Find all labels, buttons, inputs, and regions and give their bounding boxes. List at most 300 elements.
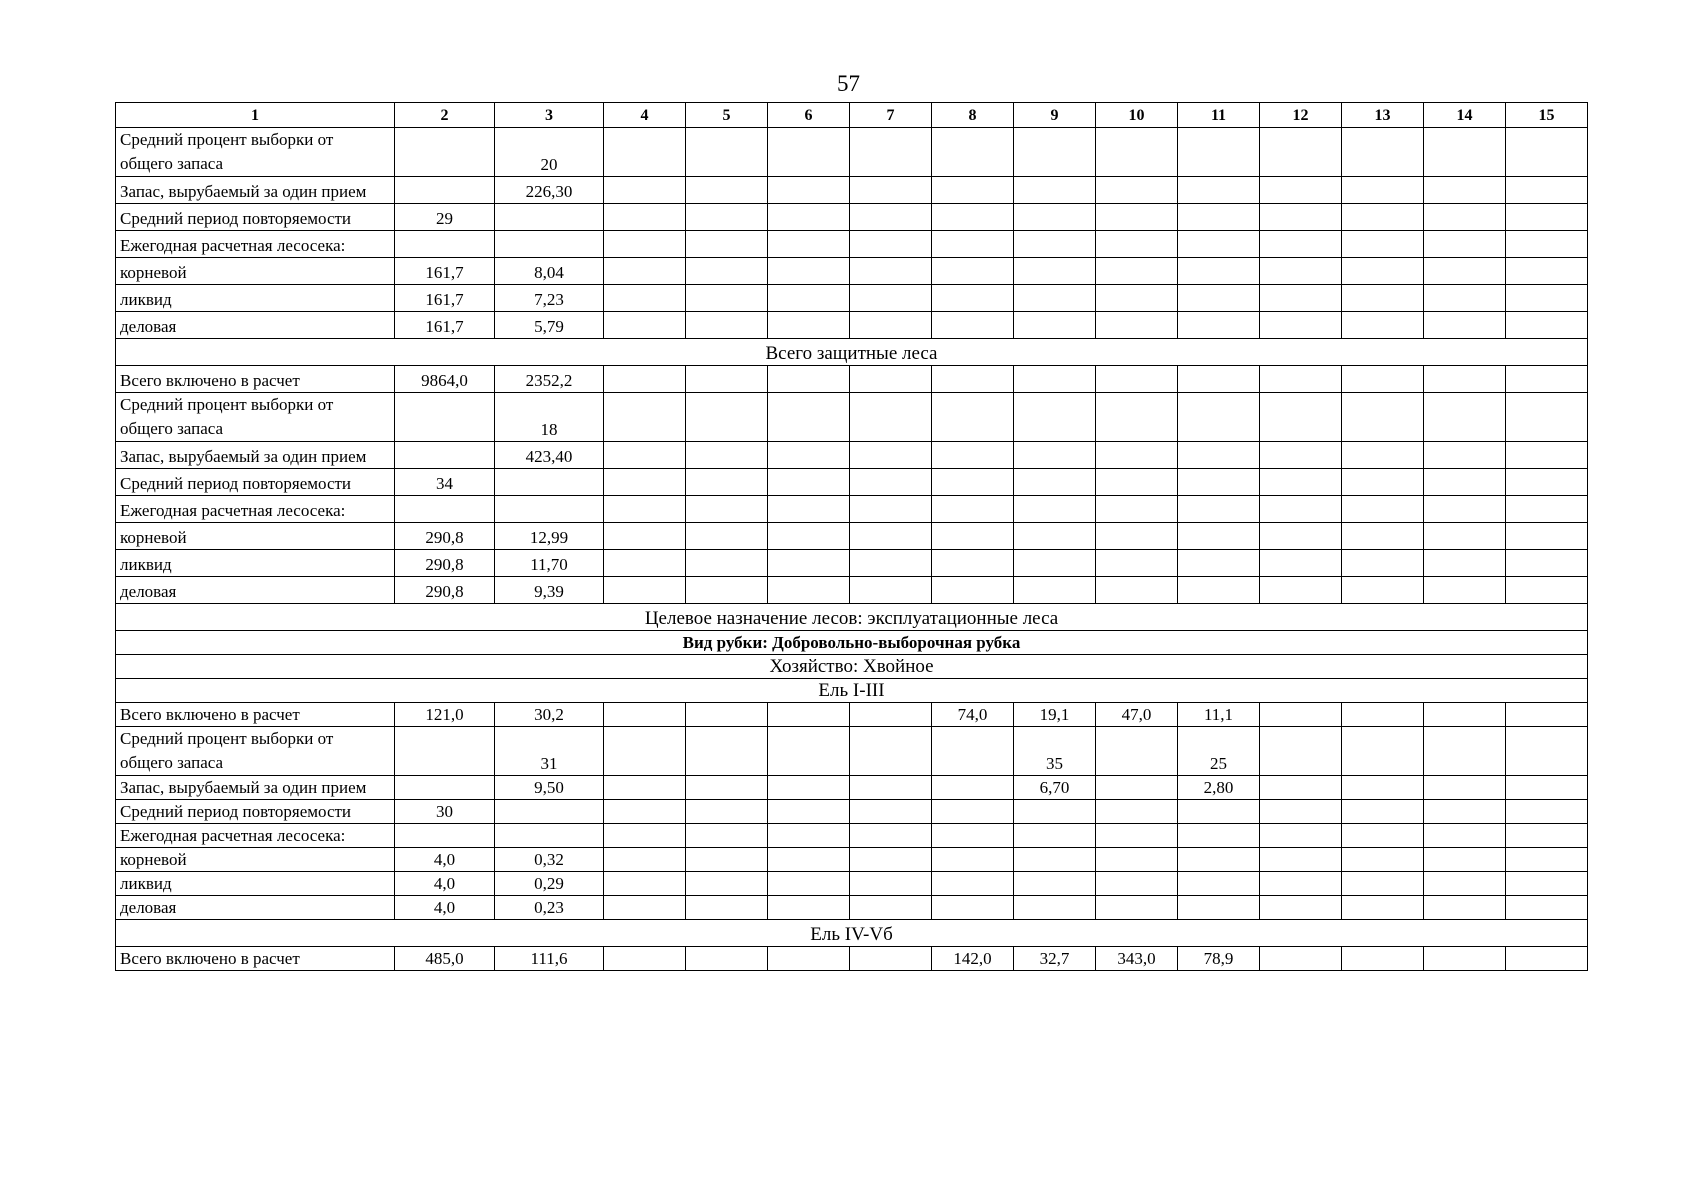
- section-header-row: [116, 631, 1588, 655]
- table-cell-col-15: [1506, 577, 1588, 604]
- row-label: корневой: [116, 523, 395, 550]
- table-cell-col-5: [686, 128, 768, 177]
- table-cell-col-9: 19,1: [1014, 703, 1096, 727]
- table-cell-col-10: [1096, 550, 1178, 577]
- table-cell-col-11: [1178, 177, 1260, 204]
- table-cell-col-2: [395, 496, 495, 523]
- table-cell-col-12: [1260, 128, 1342, 177]
- table-cell-col-2: 161,7: [395, 285, 495, 312]
- table-cell-col-5: [686, 442, 768, 469]
- table-cell-col-15: [1506, 776, 1588, 800]
- table-cell-col-2: 161,7: [395, 258, 495, 285]
- table-cell-col-10: [1096, 872, 1178, 896]
- table-cell-col-3: 226,30: [495, 177, 604, 204]
- table-cell-col-7: [850, 800, 932, 824]
- table-cell-col-15: [1506, 872, 1588, 896]
- table-cell-col-2: 4,0: [395, 872, 495, 896]
- table-cell-col-11: [1178, 550, 1260, 577]
- table-cell-col-6: [768, 258, 850, 285]
- table-cell-col-13: [1342, 231, 1424, 258]
- table-cell-col-9: [1014, 393, 1096, 442]
- table-cell-col-5: [686, 703, 768, 727]
- table-cell-col-15: [1506, 177, 1588, 204]
- table-cell-col-11: [1178, 366, 1260, 393]
- table-row: [116, 442, 1588, 469]
- table-cell-col-6: [768, 848, 850, 872]
- table-cell-col-4: [604, 727, 686, 776]
- table-cell-col-6: [768, 231, 850, 258]
- table-cell-col-4: [604, 703, 686, 727]
- table-cell-col-14: [1424, 550, 1506, 577]
- section-header-row: [116, 920, 1588, 947]
- table-cell-col-3: [495, 496, 604, 523]
- table-cell-col-13: [1342, 824, 1424, 848]
- table-cell-col-3: 0,29: [495, 872, 604, 896]
- table-cell-col-11: [1178, 577, 1260, 604]
- table-cell-col-14: [1424, 496, 1506, 523]
- table-cell-col-4: [604, 177, 686, 204]
- table-cell-col-9: [1014, 469, 1096, 496]
- table-cell-col-13: [1342, 177, 1424, 204]
- table-row: [116, 824, 1588, 848]
- table-cell-col-15: [1506, 727, 1588, 776]
- table-cell-col-13: [1342, 947, 1424, 971]
- column-header-6: 6: [768, 103, 850, 128]
- table-row: [116, 128, 1588, 177]
- table-cell-col-3: [495, 204, 604, 231]
- table-cell-col-12: [1260, 824, 1342, 848]
- table-cell-col-7: [850, 577, 932, 604]
- table-cell-col-14: [1424, 800, 1506, 824]
- table-cell-col-2: [395, 177, 495, 204]
- table-cell-col-5: [686, 231, 768, 258]
- table-cell-col-6: [768, 496, 850, 523]
- table-cell-col-11: [1178, 128, 1260, 177]
- table-cell-col-2: [395, 776, 495, 800]
- table-cell-col-15: [1506, 523, 1588, 550]
- table-cell-col-2: 9864,0: [395, 366, 495, 393]
- table-cell-col-6: [768, 872, 850, 896]
- column-number-header-row: [116, 103, 1588, 128]
- table-cell-col-6: [768, 128, 850, 177]
- table-cell-col-11: [1178, 285, 1260, 312]
- table-cell-col-6: [768, 577, 850, 604]
- table-cell-col-9: [1014, 204, 1096, 231]
- table-cell-col-4: [604, 285, 686, 312]
- table-cell-col-8: [932, 577, 1014, 604]
- table-cell-col-3: 111,6: [495, 947, 604, 971]
- table-cell-col-13: [1342, 258, 1424, 285]
- table-cell-col-4: [604, 776, 686, 800]
- table-cell-col-10: [1096, 496, 1178, 523]
- row-label: деловая: [116, 896, 395, 920]
- row-label: Всего включено в расчет: [116, 366, 395, 393]
- table-row: [116, 258, 1588, 285]
- column-header-5: 5: [686, 103, 768, 128]
- table-cell-col-14: [1424, 469, 1506, 496]
- table-cell-col-11: [1178, 204, 1260, 231]
- table-cell-col-3: 9,39: [495, 577, 604, 604]
- table-cell-col-10: [1096, 312, 1178, 339]
- table-cell-col-11: [1178, 231, 1260, 258]
- row-label: деловая: [116, 312, 395, 339]
- table-cell-col-3: 9,50: [495, 776, 604, 800]
- table-cell-col-5: [686, 393, 768, 442]
- table-cell-col-14: [1424, 442, 1506, 469]
- table-cell-col-6: [768, 824, 850, 848]
- row-label: Средний период повторяемости: [116, 469, 395, 496]
- table-cell-col-8: [932, 824, 1014, 848]
- table-cell-col-2: [395, 393, 495, 442]
- table-cell-col-14: [1424, 947, 1506, 971]
- table-cell-col-2: 4,0: [395, 848, 495, 872]
- table-cell-col-13: [1342, 577, 1424, 604]
- table-row: [116, 896, 1588, 920]
- table-row: [116, 469, 1588, 496]
- table-cell-col-8: [932, 800, 1014, 824]
- row-label: ликвид: [116, 285, 395, 312]
- table-cell-col-11: [1178, 442, 1260, 469]
- table-cell-col-15: [1506, 285, 1588, 312]
- table-cell-col-12: [1260, 442, 1342, 469]
- table-cell-col-2: 485,0: [395, 947, 495, 971]
- table-cell-col-6: [768, 393, 850, 442]
- table-cell-col-12: [1260, 872, 1342, 896]
- table-cell-col-5: [686, 848, 768, 872]
- table-cell-col-12: [1260, 776, 1342, 800]
- table-cell-col-8: [932, 848, 1014, 872]
- table-cell-col-7: [850, 366, 932, 393]
- table-cell-col-7: [850, 258, 932, 285]
- table-cell-col-12: [1260, 231, 1342, 258]
- table-cell-col-8: [932, 727, 1014, 776]
- table-cell-col-7: [850, 285, 932, 312]
- table-cell-col-4: [604, 258, 686, 285]
- table-cell-col-4: [604, 896, 686, 920]
- table-cell-col-4: [604, 523, 686, 550]
- table-cell-col-8: [932, 872, 1014, 896]
- table-cell-col-5: [686, 872, 768, 896]
- table-cell-col-10: [1096, 442, 1178, 469]
- table-cell-col-2: 4,0: [395, 896, 495, 920]
- table-cell-col-8: [932, 285, 1014, 312]
- table-cell-col-10: [1096, 800, 1178, 824]
- table-cell-col-4: [604, 442, 686, 469]
- table-cell-col-9: [1014, 824, 1096, 848]
- table-cell-col-8: [932, 393, 1014, 442]
- table-cell-col-3: 0,32: [495, 848, 604, 872]
- table-cell-col-6: [768, 366, 850, 393]
- table-cell-col-7: [850, 231, 932, 258]
- table-cell-col-15: [1506, 703, 1588, 727]
- forest-calculation-table: [115, 102, 1588, 971]
- table-cell-col-4: [604, 550, 686, 577]
- table-cell-col-10: [1096, 776, 1178, 800]
- table-row: [116, 800, 1588, 824]
- table-cell-col-12: [1260, 577, 1342, 604]
- table-cell-col-9: [1014, 231, 1096, 258]
- table-cell-col-12: [1260, 258, 1342, 285]
- table-cell-col-6: [768, 703, 850, 727]
- table-cell-col-15: [1506, 442, 1588, 469]
- table-cell-col-12: [1260, 469, 1342, 496]
- table-cell-col-5: [686, 896, 768, 920]
- table-cell-col-14: [1424, 128, 1506, 177]
- table-cell-col-12: [1260, 312, 1342, 339]
- table-cell-col-11: 11,1: [1178, 703, 1260, 727]
- table-cell-col-4: [604, 947, 686, 971]
- table-cell-col-5: [686, 496, 768, 523]
- table-cell-col-11: [1178, 258, 1260, 285]
- table-cell-col-7: [850, 469, 932, 496]
- table-row: [116, 231, 1588, 258]
- table-row: [116, 366, 1588, 393]
- section-title: Ель I-III: [116, 679, 1588, 703]
- row-label: Средний процент выборки от общего запаса: [116, 727, 395, 776]
- table-cell-col-14: [1424, 204, 1506, 231]
- table-cell-col-3: [495, 824, 604, 848]
- table-cell-col-10: [1096, 824, 1178, 848]
- table-cell-col-4: [604, 469, 686, 496]
- table-cell-col-5: [686, 312, 768, 339]
- table-cell-col-11: [1178, 824, 1260, 848]
- table-cell-col-12: [1260, 703, 1342, 727]
- table-cell-col-2: [395, 824, 495, 848]
- table-cell-col-10: 343,0: [1096, 947, 1178, 971]
- table-cell-col-6: [768, 947, 850, 971]
- column-header-10: 10: [1096, 103, 1178, 128]
- table-cell-col-10: [1096, 366, 1178, 393]
- table-cell-col-14: [1424, 872, 1506, 896]
- row-label: Средний период повторяемости: [116, 800, 395, 824]
- table-cell-col-3: 30,2: [495, 703, 604, 727]
- table-cell-col-13: [1342, 366, 1424, 393]
- table-cell-col-15: [1506, 231, 1588, 258]
- table-cell-col-3: 31: [495, 727, 604, 776]
- table-cell-col-2: 30: [395, 800, 495, 824]
- table-cell-col-3: 20: [495, 128, 604, 177]
- table-cell-col-14: [1424, 848, 1506, 872]
- table-cell-col-9: [1014, 366, 1096, 393]
- table-cell-col-15: [1506, 848, 1588, 872]
- table-cell-col-12: [1260, 896, 1342, 920]
- table-cell-col-5: [686, 727, 768, 776]
- table-cell-col-11: 2,80: [1178, 776, 1260, 800]
- table-cell-col-5: [686, 469, 768, 496]
- table-cell-col-8: [932, 258, 1014, 285]
- table-cell-col-8: [932, 442, 1014, 469]
- column-header-2: 2: [395, 103, 495, 128]
- table-cell-col-10: [1096, 258, 1178, 285]
- column-header-13: 13: [1342, 103, 1424, 128]
- table-cell-col-8: [932, 204, 1014, 231]
- table-cell-col-7: [850, 496, 932, 523]
- section-title: Ель IV-Vб: [116, 920, 1588, 947]
- table-row: [116, 872, 1588, 896]
- table-cell-col-4: [604, 800, 686, 824]
- table-cell-col-12: [1260, 947, 1342, 971]
- table-cell-col-5: [686, 285, 768, 312]
- table-cell-col-9: [1014, 177, 1096, 204]
- table-cell-col-13: [1342, 776, 1424, 800]
- row-label: Средний период повторяемости: [116, 204, 395, 231]
- table-cell-col-6: [768, 177, 850, 204]
- table-cell-col-3: [495, 469, 604, 496]
- table-cell-col-13: [1342, 496, 1424, 523]
- table-cell-col-11: [1178, 312, 1260, 339]
- column-header-8: 8: [932, 103, 1014, 128]
- table-cell-col-9: [1014, 872, 1096, 896]
- table-cell-col-9: [1014, 312, 1096, 339]
- table-cell-col-15: [1506, 469, 1588, 496]
- table-cell-col-6: [768, 442, 850, 469]
- table-cell-col-10: [1096, 285, 1178, 312]
- table-cell-col-8: [932, 469, 1014, 496]
- table-cell-col-10: [1096, 393, 1178, 442]
- table-cell-col-4: [604, 496, 686, 523]
- table-cell-col-12: [1260, 366, 1342, 393]
- column-header-7: 7: [850, 103, 932, 128]
- table-cell-col-3: 2352,2: [495, 366, 604, 393]
- table-cell-col-8: [932, 896, 1014, 920]
- table-cell-col-14: [1424, 577, 1506, 604]
- table-cell-col-12: [1260, 800, 1342, 824]
- table-cell-col-10: [1096, 523, 1178, 550]
- table-cell-col-3: 12,99: [495, 523, 604, 550]
- section-title: Хозяйство: Хвойное: [116, 655, 1588, 679]
- table-cell-col-4: [604, 393, 686, 442]
- table-cell-col-15: [1506, 550, 1588, 577]
- table-cell-col-12: [1260, 523, 1342, 550]
- table-cell-col-13: [1342, 204, 1424, 231]
- table-cell-col-8: [932, 366, 1014, 393]
- table-cell-col-2: 290,8: [395, 577, 495, 604]
- table-cell-col-14: [1424, 896, 1506, 920]
- row-label: ликвид: [116, 550, 395, 577]
- table-cell-col-4: [604, 577, 686, 604]
- table-cell-col-15: [1506, 496, 1588, 523]
- table-cell-col-7: [850, 896, 932, 920]
- table-cell-col-11: [1178, 469, 1260, 496]
- table-cell-col-5: [686, 177, 768, 204]
- table-row: [116, 848, 1588, 872]
- table-cell-col-4: [604, 872, 686, 896]
- table-cell-col-3: 5,79: [495, 312, 604, 339]
- table-cell-col-3: 18: [495, 393, 604, 442]
- table-cell-col-6: [768, 312, 850, 339]
- table-cell-col-10: [1096, 848, 1178, 872]
- table-cell-col-11: [1178, 800, 1260, 824]
- table-cell-col-15: [1506, 366, 1588, 393]
- table-cell-col-14: [1424, 231, 1506, 258]
- table-cell-col-13: [1342, 128, 1424, 177]
- row-label: Всего включено в расчет: [116, 947, 395, 971]
- table-cell-col-13: [1342, 442, 1424, 469]
- table-cell-col-6: [768, 523, 850, 550]
- table-cell-col-14: [1424, 366, 1506, 393]
- table-cell-col-4: [604, 204, 686, 231]
- table-cell-col-10: [1096, 577, 1178, 604]
- table-cell-col-6: [768, 727, 850, 776]
- column-header-12: 12: [1260, 103, 1342, 128]
- section-header-row: [116, 339, 1588, 366]
- table-cell-col-7: [850, 727, 932, 776]
- table-cell-col-14: [1424, 393, 1506, 442]
- table-cell-col-8: [932, 128, 1014, 177]
- table-cell-col-12: [1260, 496, 1342, 523]
- table-cell-col-7: [850, 312, 932, 339]
- table-cell-col-12: [1260, 848, 1342, 872]
- table-cell-col-8: [932, 231, 1014, 258]
- table-cell-col-9: 6,70: [1014, 776, 1096, 800]
- row-label: Запас, вырубаемый за один прием: [116, 442, 395, 469]
- table-cell-col-12: [1260, 204, 1342, 231]
- table-cell-col-9: [1014, 550, 1096, 577]
- table-cell-col-8: [932, 550, 1014, 577]
- table-cell-col-3: 7,23: [495, 285, 604, 312]
- table-cell-col-2: 29: [395, 204, 495, 231]
- table-cell-col-13: [1342, 703, 1424, 727]
- column-header-1: 1: [116, 103, 395, 128]
- table-cell-col-14: [1424, 727, 1506, 776]
- section-header-row: [116, 604, 1588, 631]
- table-cell-col-9: [1014, 442, 1096, 469]
- row-label: Запас, вырубаемый за один прием: [116, 776, 395, 800]
- table-cell-col-5: [686, 800, 768, 824]
- table-cell-col-5: [686, 577, 768, 604]
- row-label: Запас, вырубаемый за один прием: [116, 177, 395, 204]
- table-cell-col-10: [1096, 727, 1178, 776]
- table-cell-col-3: 11,70: [495, 550, 604, 577]
- table-cell-col-11: [1178, 393, 1260, 442]
- table-cell-col-13: [1342, 393, 1424, 442]
- table-cell-col-15: [1506, 947, 1588, 971]
- table-cell-col-10: [1096, 896, 1178, 920]
- row-label: Ежегодная расчетная лесосека:: [116, 496, 395, 523]
- table-cell-col-5: [686, 947, 768, 971]
- row-label: Средний процент выборки от общего запаса: [116, 393, 395, 442]
- table-cell-col-9: [1014, 285, 1096, 312]
- table-cell-col-7: [850, 703, 932, 727]
- table-row: [116, 496, 1588, 523]
- table-cell-col-5: [686, 204, 768, 231]
- column-header-9: 9: [1014, 103, 1096, 128]
- table-cell-col-7: [850, 947, 932, 971]
- table-cell-col-13: [1342, 523, 1424, 550]
- table-row: [116, 776, 1588, 800]
- table-cell-col-6: [768, 800, 850, 824]
- table-cell-col-2: 121,0: [395, 703, 495, 727]
- table-cell-col-12: [1260, 393, 1342, 442]
- section-title: Всего защитные леса: [116, 339, 1588, 366]
- table-cell-col-9: [1014, 523, 1096, 550]
- table-cell-col-2: 34: [395, 469, 495, 496]
- column-header-11: 11: [1178, 103, 1260, 128]
- table-cell-col-7: [850, 848, 932, 872]
- row-label: деловая: [116, 577, 395, 604]
- table-cell-col-6: [768, 550, 850, 577]
- table-cell-col-15: [1506, 800, 1588, 824]
- section-header-row: [116, 655, 1588, 679]
- row-label: Средний процент выборки от общего запаса: [116, 128, 395, 177]
- table-cell-col-12: [1260, 727, 1342, 776]
- table-cell-col-15: [1506, 824, 1588, 848]
- table-cell-col-5: [686, 776, 768, 800]
- column-header-15: 15: [1506, 103, 1588, 128]
- table-cell-col-14: [1424, 312, 1506, 339]
- table-cell-col-5: [686, 523, 768, 550]
- table-cell-col-6: [768, 896, 850, 920]
